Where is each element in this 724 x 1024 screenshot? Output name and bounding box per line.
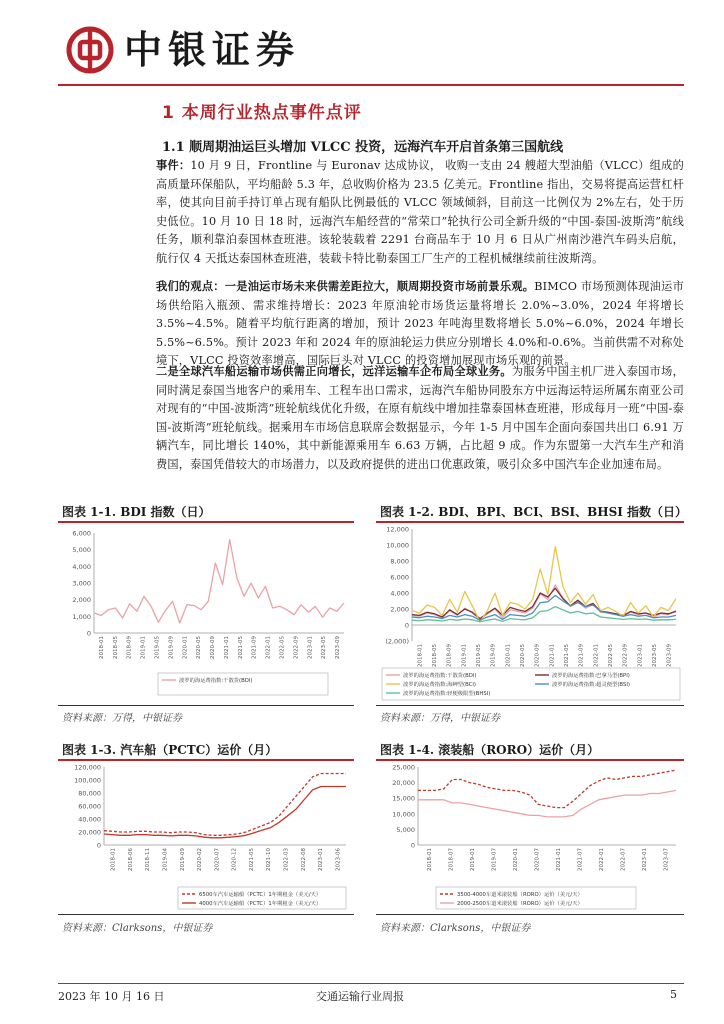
chart-pctc — [58, 761, 354, 913]
chart-pctc-svg — [58, 761, 354, 913]
y-tick-label: 0 — [96, 841, 101, 850]
y-tick-label: 60,000 — [78, 802, 101, 811]
figure-3-bottom-rule — [58, 914, 354, 915]
x-tick-label: 2022-07 — [620, 848, 627, 871]
x-tick-label: 2020-05 — [520, 644, 526, 667]
legend-label: 波罗的海运费指数:轻便极限型(BHSI) — [403, 691, 491, 698]
x-tick-label: 2019-01 — [461, 644, 468, 667]
y-tick-label: 0 — [410, 841, 415, 850]
paragraph-view-1-label: 我们的观点：一是油运市场未来供需差距拉大，顺周期投资市场前景乐观。 — [156, 279, 535, 293]
x-tick-label: 2023-06 — [335, 848, 342, 871]
x-tick-label: 2022-01 — [265, 636, 272, 659]
legend-label: 4000车汽车运输船（PCTC）1年期租金（美元/天） — [199, 901, 322, 908]
section-heading: 1 本周行业热点事件点评 — [162, 103, 362, 123]
x-tick-label: 2018-01 — [417, 644, 424, 667]
chart-dry-bulk-indices-svg — [376, 523, 684, 703]
y-tick-label: 8,000 — [390, 557, 409, 566]
x-tick-label: 2020-07 — [534, 848, 541, 871]
y-tick-label: 10,000 — [392, 810, 415, 819]
footer-date: 2023 年 10 月 16 日 — [58, 990, 165, 1003]
x-tick-label: 2023-01 — [637, 644, 644, 667]
page-number: 5 — [670, 988, 677, 1001]
y-tick-label: 6,000 — [72, 529, 91, 538]
x-tick-label: 2018-01 — [98, 636, 105, 659]
x-tick-label: 2019-09 — [490, 644, 497, 667]
paragraph-event — [156, 156, 684, 269]
series-line — [104, 774, 346, 836]
legend-label: 波罗的海运费指数:干散货(BDI) — [403, 673, 477, 680]
legend-label: 波罗的海运费指数:超灵便型(BSI) — [552, 682, 630, 689]
y-tick-label: 3,000 — [72, 579, 91, 588]
paragraph-event-label: 事件： — [156, 158, 191, 172]
y-tick-label: 12,000 — [386, 525, 409, 534]
paragraph-view-2-label: 二是全球汽车船运输市场供需正向增长，远洋运输车企布局全球业务。 — [156, 364, 512, 378]
x-tick-label: 2021-01 — [555, 848, 562, 871]
x-tick-label: 2020-07 — [214, 848, 221, 871]
legend-label: 3500-4000车道米滚装船（RORO）运价（美元/天） — [457, 892, 583, 899]
x-tick-label: 2020-09 — [210, 636, 217, 659]
x-tick-label: 2018-01 — [426, 848, 433, 871]
figure-4-source: 资料来源：Clarksons，中银证券 — [380, 923, 531, 934]
y-tick-label: 25,000 — [392, 763, 415, 772]
x-tick-label: 2019-04 — [162, 848, 169, 871]
x-tick-label: 2023-09 — [335, 636, 342, 659]
figure-3-source: 资料来源：Clarksons，中银证券 — [62, 923, 213, 934]
legend-label: 波罗的海运费指数:巴拿马型(BPI) — [552, 673, 630, 680]
series-line — [104, 787, 346, 838]
x-tick-label: 2021-05 — [248, 848, 255, 871]
x-tick-label: 2021-01 — [223, 636, 230, 659]
bank-of-china-logo — [66, 26, 114, 74]
x-tick-label: 2021-07 — [577, 848, 584, 871]
paragraph-view-1 — [156, 277, 684, 371]
y-tick-label: 20,000 — [392, 779, 415, 788]
y-tick-label: 10,000 — [386, 541, 409, 550]
x-tick-label: 2021-05 — [564, 644, 570, 667]
x-tick-label: 2020-01 — [182, 636, 189, 659]
subsection-heading: 1.1 顺周期油运巨头增加 VLCC 投资，远海汽车开启首条第三国航线 — [162, 140, 564, 155]
series-line — [94, 540, 344, 623]
x-tick-label: 2023-05 — [321, 636, 328, 659]
footer-title: 交通运输行业周报 — [316, 990, 404, 1003]
x-tick-label: 2021-09 — [251, 636, 258, 659]
x-tick-label: 2022-01 — [593, 644, 600, 667]
header-rule — [58, 84, 684, 86]
series-line — [418, 790, 676, 817]
series-line — [412, 595, 676, 620]
x-tick-label: 2023-01 — [318, 848, 325, 871]
series-line — [418, 770, 676, 808]
x-tick-label: 2022-09 — [622, 644, 629, 667]
chart-bdi — [58, 523, 354, 703]
x-tick-label: 2022-05 — [279, 636, 286, 659]
legend-label: 6500车汽车运输船（PCTC）1年期租金（美元/天） — [199, 892, 322, 899]
x-tick-label: 2018-09 — [446, 644, 453, 667]
y-tick-label: 4,000 — [390, 589, 409, 598]
x-tick-label: 2022-08 — [300, 848, 307, 871]
y-tick-label: 4,000 — [72, 562, 91, 571]
figure-1-bottom-rule — [58, 705, 354, 706]
legend-label: 波罗的海运费指数:海岬型(BCI) — [403, 682, 476, 689]
x-tick-label: 2019-01 — [140, 636, 147, 659]
x-tick-label: 2019-01 — [469, 848, 476, 871]
x-tick-label: 2020-09 — [534, 644, 541, 667]
y-tick-label: 6,000 — [390, 573, 409, 582]
y-tick-label: 5,000 — [72, 546, 91, 555]
y-tick-label: 100,000 — [74, 776, 101, 785]
y-tick-label: 120,000 — [74, 763, 101, 772]
y-tick-label: 1,000 — [72, 612, 91, 621]
y-tick-label: 5,000 — [396, 825, 415, 834]
x-tick-label: 2019-05 — [476, 644, 482, 667]
x-tick-label: 2019-09 — [179, 848, 186, 871]
x-tick-label: 2023-01 — [641, 848, 648, 871]
paragraph-view-2-body: 为服务中国主机厂进入泰国市场，同时满足泰国当地客户的乘用车、工程车出口需求，远海汽车船协同股东方中远海运特运所属东南亚公司对现有的“中国-波斯湾”班轮航线优化升级，在原有航线中增加挂靠泰国林查班港，形成每月一班“中国-泰国-波斯湾”班轮航线。据乘用车市场信息联席会数据显示，今年 1-5 月中国车企面向泰国共出口 6.91 万辆汽车，同比增长 140%，其中新能源乘用车 6.63 万辆，占比超 9 成。作为东盟第一大汽车生产和消费国，泰国凭借较大的市场潜力，以及政府提供的进出口优惠政策，吸引众多中国汽车企业加速布局。 — [156, 365, 684, 471]
x-tick-label: 2019-07 — [491, 848, 498, 871]
y-tick-label: 2,000 — [390, 605, 409, 614]
x-tick-label: 2018-09 — [126, 636, 133, 659]
x-tick-label: 2018-05 — [432, 644, 438, 667]
x-tick-label: 2019-09 — [168, 636, 175, 659]
y-tick-label: 15,000 — [392, 794, 415, 803]
x-tick-label: 2021-10 — [266, 848, 273, 871]
x-tick-label: 2022-09 — [293, 636, 300, 659]
x-tick-label: 2022-01 — [598, 848, 605, 871]
x-tick-label: 2020-01 — [505, 644, 512, 667]
x-tick-label: 2018-06 — [127, 848, 134, 871]
x-tick-label: 2018-07 — [448, 848, 455, 871]
figure-2-source: 资料来源：万得，中银证券 — [380, 713, 500, 724]
brand-name: 中银证券 — [124, 28, 301, 72]
chart-roro — [376, 761, 684, 913]
x-tick-label: 2020-12 — [231, 848, 238, 871]
x-tick-label: 2022-03 — [283, 848, 290, 871]
y-tick-label: 80,000 — [78, 789, 101, 798]
chart-roro-svg — [376, 761, 684, 913]
x-tick-label: 2018-05 — [112, 636, 119, 659]
legend-label: 波罗的海运费指数:干散货(BDI) — [179, 678, 253, 685]
figure-2-bottom-rule — [376, 705, 684, 706]
chart-bdi-svg — [58, 523, 354, 703]
legend-label: 2000-2500车道米滚装船（RORO）运价（美元/天） — [457, 901, 583, 908]
y-tick-label: 40,000 — [78, 815, 101, 824]
chart-dry-bulk-indices — [376, 523, 684, 703]
x-tick-label: 2020-02 — [197, 848, 204, 871]
figure-2-title: 图表 1-2. BDI、BPI、BCI、BSI、BHSI 指数（日） — [380, 505, 688, 519]
paragraph-view-1-body: BIMCO 市场预测体现油运市场供给陷入瓶颈、需求维持增长：2023 年原油轮市场货运量将增长 2.0%~3.0%，2024 年将增长 3.5%~4.5%。随着平均航行距离的增加，预计 2023 年吨海里数将增长 5.0%~6.0%，2024 年增长 5.5%~6.5%。预计 2023 年和 2024 年的原油轮运力供应分别增长 4.0%和-0.6%。当前供需不对称处境下，VLCC 投资效率增高，国际巨头对 VLCC 的投资增加展现市场乐观的前景。 — [156, 280, 684, 368]
x-tick-label: 2020-01 — [512, 848, 519, 871]
x-tick-label: 2021-01 — [549, 644, 556, 667]
x-tick-label: 2021-05 — [237, 636, 244, 659]
x-tick-label: 2022-05 — [608, 644, 614, 667]
figure-4-title: 图表 1-4. 滚装船（RORO）运价（月） — [380, 743, 600, 757]
paragraph-view-2 — [156, 362, 684, 475]
y-tick-label: 0 — [86, 629, 91, 638]
y-tick-label: 0 — [404, 621, 409, 630]
footer-rule — [58, 983, 684, 984]
y-tick-label: 2,000 — [72, 596, 91, 605]
x-tick-label: 2021-09 — [578, 644, 585, 667]
x-tick-label: 2018-01 — [110, 848, 117, 871]
y-tick-label: 20,000 — [78, 828, 101, 837]
x-tick-label: 2020-05 — [196, 636, 203, 659]
y-tick-label: (2,000) — [385, 637, 409, 646]
x-tick-label: 2018-11 — [145, 848, 152, 871]
figure-1-title: 图表 1-1. BDI 指数（日） — [62, 505, 211, 519]
x-tick-label: 2023-07 — [663, 848, 670, 871]
x-tick-label: 2023-09 — [666, 644, 673, 667]
x-tick-label: 2023-05 — [652, 644, 658, 667]
figure-3-title: 图表 1-3. 汽车船（PCTC）运价（月） — [62, 743, 278, 757]
paragraph-event-body: 10 月 9 日，Frontline 与 Euronav 达成协议， 收购一支由 24 艘超大型油船（VLCC）组成的高质量环保船队，平均船龄 5.3 年，总收购价格为 23.5 亿美元。Frontline 指出，交易将提高运营杠杆率，使其向目前手持订单占现有船队比例最低的 VLCC 领域倾斜，目前这一比例仅为 2%左右，处于历史低位。10 月 10 日 18 时，远海汽车船经营的“常荣口”轮执行公司全新升级的“中国-泰国-波斯湾”航线任务，顺利靠泊泰国林查班港。该轮装载着 2291 台商品车于 10 月 6 日从广州南沙港汽车码头启航，航行仅 4 天抵达泰国林查班港，装载卡特比勒泰国工厂生产的工程机械继续前往波斯湾。 — [156, 159, 684, 265]
x-tick-label: 2019-05 — [154, 636, 161, 659]
figure-1-source: 资料来源：万得，中银证券 — [62, 713, 182, 724]
figure-4-bottom-rule — [376, 914, 684, 915]
x-tick-label: 2023-01 — [307, 636, 314, 659]
